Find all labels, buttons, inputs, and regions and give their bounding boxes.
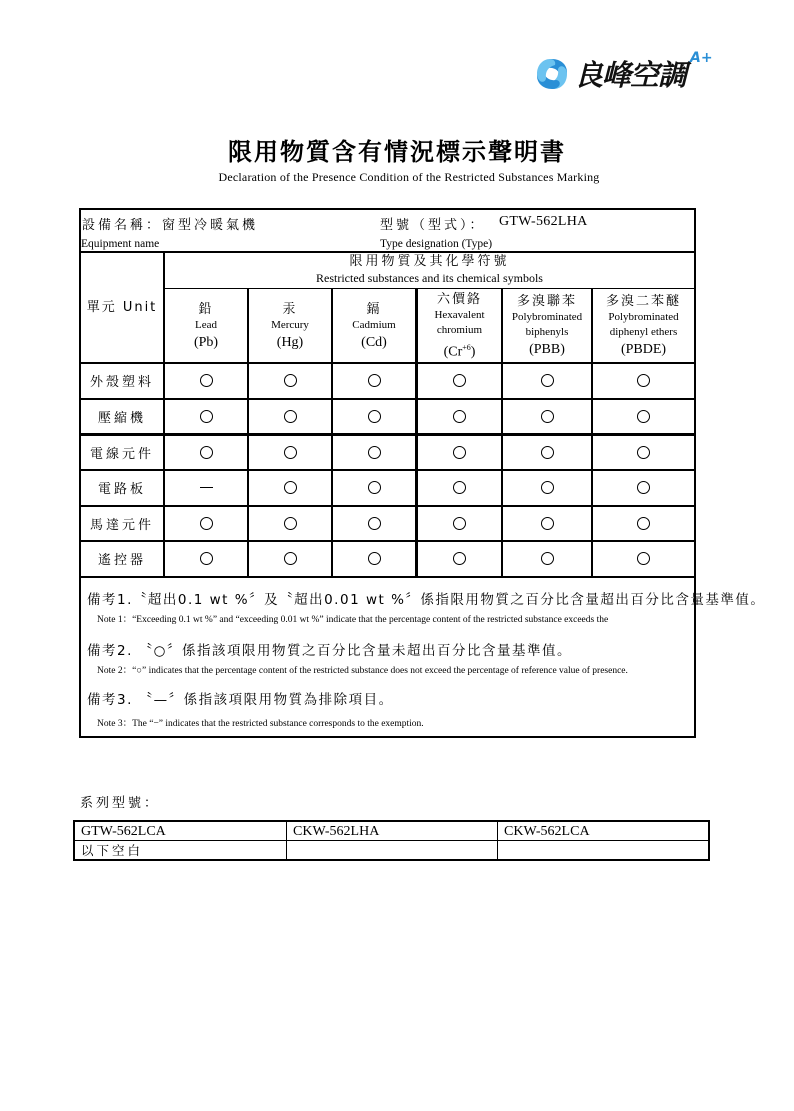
table-cell: [165, 541, 247, 576]
row-unit-label: 電路板: [97, 482, 146, 497]
table-cell: [593, 363, 694, 398]
table-cell: [249, 470, 331, 505]
column-header-en: Polybrominated: [511, 311, 583, 323]
table-cell: [333, 470, 415, 505]
compliant-circle-icon: [200, 552, 213, 565]
column-header-en: Lead: [195, 318, 217, 331]
substances-header-zh: 限用物質及其化學符號: [349, 254, 510, 269]
type-designation-label-en: Type designation (Type): [380, 238, 493, 250]
compliant-circle-icon: [541, 374, 554, 387]
table-cell: [165, 506, 247, 540]
column-header-symbol: [277, 335, 303, 350]
table-cell: [249, 506, 331, 540]
column-header-en: Polybrominated: [608, 311, 679, 323]
symbol-close: ): [470, 344, 476, 360]
unit-header: [81, 252, 163, 362]
table-cell: [418, 470, 501, 505]
logo-swirl-icon: [534, 56, 570, 92]
type-label-zh: 型號（型式）：: [380, 218, 486, 233]
divider: [75, 840, 708, 841]
compliant-circle-icon: [368, 446, 381, 459]
table-cell: [165, 470, 247, 505]
unit-header-text: 單元 Unit: [86, 300, 158, 315]
row-unit-label: 馬達元件: [89, 517, 154, 533]
column-header-zh: 多溴二苯醚: [605, 294, 681, 309]
compliant-circle-icon: [284, 517, 297, 530]
table-cell: [418, 399, 501, 433]
table-cell: [593, 399, 694, 433]
series-model-cell: CKW-562LHA: [293, 824, 380, 839]
compliant-circle-icon: [200, 374, 213, 387]
column-header: [165, 289, 247, 362]
equipment-name-value: 窗型冷暖氣機: [162, 218, 259, 233]
compliant-circle-icon: [284, 446, 297, 459]
column-header-symbol: [621, 342, 666, 357]
compliant-circle-icon: [637, 374, 650, 387]
symbol-text: (Cd): [361, 334, 387, 350]
table-cell: [165, 399, 247, 433]
table-cell: [165, 363, 247, 398]
note-1-zh: 備考1.〝超出0.1 wt %〞及〝超出0.01 wt %〞係指限用物質之百分比含量超出百分比含量基準值。: [87, 592, 766, 608]
table-cell: [593, 506, 694, 540]
company-logo: [534, 52, 714, 98]
table-cell: [593, 435, 694, 469]
symbol-text: (PBDE): [620, 342, 667, 357]
table-cell: [249, 363, 331, 398]
compliant-circle-icon: [368, 517, 381, 530]
table-cell: [333, 506, 415, 540]
compliant-circle-icon: [284, 374, 297, 387]
column-header-en: Cadmium: [352, 318, 396, 331]
row-unit-label: 壓縮機: [97, 410, 146, 426]
symbol-text: (Hg): [276, 334, 304, 350]
column-header-symbol: [444, 340, 476, 360]
symbol-text: (PBB): [529, 342, 565, 357]
note-3-zh: 備考3. 〝—〞係指該項限用物質為排除項目。: [87, 692, 394, 708]
row-unit-label: 電線元件: [89, 446, 154, 462]
substances-header: [165, 252, 694, 288]
compliant-circle-icon: [541, 446, 554, 459]
column-header: [249, 289, 331, 362]
table-cell: [249, 435, 331, 469]
note-2-zh: 備考2. 〝○〞係指該項限用物質之百分比含量未超出百分比含量基準值。: [87, 643, 572, 659]
compliant-circle-icon: [637, 517, 650, 530]
compliant-circle-icon: [541, 481, 554, 494]
equipment-name-label-en: Equipment name: [81, 238, 160, 250]
document-subtitle: Declaration of the Presence Condition of the Restricted Substances Marking: [218, 170, 600, 184]
compliant-circle-icon: [200, 517, 213, 530]
series-model-cell: GTW-562LCA: [81, 824, 166, 839]
series-model-cell: CKW-562LCA: [504, 824, 590, 839]
exempt-dash-icon: [200, 487, 213, 488]
compliant-circle-icon: [541, 517, 554, 530]
column-header: [593, 289, 694, 362]
symbol-text: (Pb): [193, 334, 219, 350]
document-title: 限用物質含有情況標示聲明書: [228, 138, 566, 166]
symbol-text: (Cr: [443, 344, 463, 360]
table-cell: [249, 399, 331, 433]
column-header: [333, 289, 415, 362]
column-header-zh: 鎘: [366, 301, 382, 317]
column-header-symbol: [529, 342, 565, 357]
column-header-symbol: [194, 335, 218, 350]
table-cell: [503, 506, 591, 540]
compliant-circle-icon: [637, 552, 650, 565]
compliant-circle-icon: [200, 410, 213, 423]
compliant-circle-icon: [368, 410, 381, 423]
table-cell: [503, 435, 591, 469]
column-header-en: biphenyls: [525, 326, 569, 338]
logo-badge: A+: [690, 50, 713, 66]
substances-header-en: Restricted substances and its chemical symbols: [316, 271, 543, 285]
series-model-cell: 以下空白: [81, 843, 144, 858]
row-unit-label: 外殼塑料: [89, 375, 154, 390]
series-models-table: [73, 820, 710, 861]
table-cell: [503, 363, 591, 398]
table-cell: [418, 363, 501, 398]
column-header-en: Mercury: [271, 318, 309, 331]
table-cell: [503, 541, 591, 576]
type-designation-value: GTW-562LHA: [499, 214, 588, 229]
compliant-circle-icon: [637, 446, 650, 459]
column-header-symbol: [361, 335, 387, 350]
table-cell: [333, 399, 415, 433]
note-3-en: Note 3：The “−” indicates that the restricted substance corresponds to the exemption.: [97, 719, 424, 729]
table-cell: [333, 435, 415, 469]
compliant-circle-icon: [284, 410, 297, 423]
equipment-name-label: [82, 214, 258, 233]
compliant-circle-icon: [453, 374, 466, 387]
table-cell: [249, 541, 331, 576]
row-unit-label: 遙控器: [97, 553, 146, 568]
compliant-circle-icon: [453, 552, 466, 565]
compliant-circle-icon: [200, 446, 213, 459]
compliant-circle-icon: [368, 481, 381, 494]
series-models-label: 系列型號：: [80, 796, 161, 811]
compliant-circle-icon: [541, 410, 554, 423]
equipment-name-label-zh: 設備名稱：: [82, 218, 163, 233]
table-cell: [503, 470, 591, 505]
type-designation-label: [380, 214, 486, 233]
column-header-en: diphenyl ethers: [609, 326, 678, 338]
column-header-en: Hexavalent: [434, 308, 485, 321]
table-cell: [418, 506, 501, 540]
compliant-circle-icon: [284, 481, 297, 494]
table-cell: [333, 541, 415, 576]
table-cell: [165, 435, 247, 469]
divider: [81, 576, 694, 578]
column-header: [418, 289, 501, 362]
note-1-en: Note 1：“Exceeding 0.1 wt %” and “exceeding 0.01 wt %” indicate that the percentage content of the restricted substance exceeds the: [97, 615, 609, 625]
table-cell: [333, 363, 415, 398]
column-header-zh: 鉛: [198, 301, 214, 317]
compliant-circle-icon: [541, 552, 554, 565]
compliant-circle-icon: [637, 481, 650, 494]
column-header-en: chromium: [436, 323, 483, 336]
column-header-zh: 多溴聯苯: [516, 294, 577, 309]
table-cell: [593, 541, 694, 576]
logo-brand-text: 良峰空調: [574, 58, 687, 92]
column-header-zh: 六價鉻: [436, 291, 482, 307]
table-cell: [418, 435, 501, 469]
table-cell: [593, 470, 694, 505]
column-header: [503, 289, 591, 362]
compliant-circle-icon: [453, 481, 466, 494]
compliant-circle-icon: [284, 552, 297, 565]
compliant-circle-icon: [453, 517, 466, 530]
note-2-en: Note 2：“○” indicates that the percentage content of the restricted substance does not exceed the percentage of reference value of presence.: [97, 666, 628, 676]
compliant-circle-icon: [368, 552, 381, 565]
compliant-circle-icon: [368, 374, 381, 387]
compliant-circle-icon: [453, 446, 466, 459]
declaration-table: [79, 208, 766, 738]
compliant-circle-icon: [453, 410, 466, 423]
table-cell: [503, 399, 591, 433]
compliant-circle-icon: [637, 410, 650, 423]
symbol-superscript: +6: [462, 342, 471, 352]
table-cell: [418, 541, 501, 576]
column-header-zh: 汞: [282, 301, 298, 317]
